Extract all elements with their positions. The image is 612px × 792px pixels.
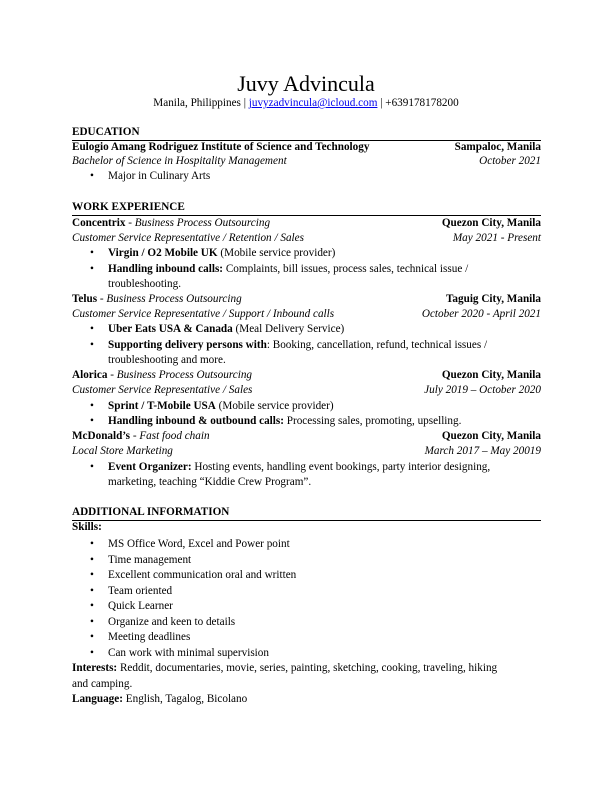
interests-line (72, 661, 542, 677)
bullet-icon: • (90, 263, 94, 275)
skill-item: MS Office Word, Excel and Power point (108, 538, 290, 550)
industry: Fast food chain (139, 430, 210, 442)
dash: - (130, 430, 140, 442)
company: McDonald’s (72, 430, 131, 442)
bullet-icon: • (90, 339, 94, 351)
bullet-icon: • (90, 554, 94, 566)
job-date: October 2020 - April 2021 (421, 308, 541, 320)
job-bullet (108, 414, 538, 430)
candidate-name: Juvy Advincula (237, 71, 375, 96)
section-additional-title: ADDITIONAL INFORMATION (72, 505, 541, 521)
job-header-row (72, 216, 541, 232)
job-bullet (108, 460, 538, 476)
skill-item: Organize and keen to details (108, 616, 236, 628)
job-header-row (72, 368, 541, 384)
bullet-icon: • (90, 585, 94, 597)
bullet-icon: • (90, 631, 94, 643)
bullet-icon: • (90, 569, 94, 581)
dash: - (107, 369, 117, 381)
education-bullet: Major in Culinary Arts (108, 170, 211, 182)
bullet-text: (Mobile service provider) (217, 247, 336, 259)
job-header-row (72, 292, 541, 308)
job-role: Customer Service Representative / Support / Inbound calls (72, 308, 335, 320)
bullet-text: Processing sales, promoting, upselling. (283, 415, 462, 427)
dash: - (97, 293, 107, 305)
job-role-row (72, 231, 541, 247)
skill-item: Excellent communication oral and written (108, 569, 297, 581)
location: Manila, Philippines | (153, 97, 249, 109)
bullet-text: (Meal Delivery Service) (232, 323, 345, 335)
industry: Business Process Outsourcing (134, 217, 271, 229)
bullet-text: Complaints, bill issues, process sales, technical issue / (223, 263, 469, 275)
job-location: Quezon City, Manila (441, 217, 541, 229)
job-bullet-continued: troubleshooting and more. (108, 354, 226, 366)
school-location: Sampaloc, Manila (454, 141, 541, 153)
job-header-row (72, 429, 541, 445)
bullet-icon: • (90, 538, 94, 550)
bullet-icon: • (90, 247, 94, 259)
company: Telus (72, 293, 98, 305)
job-bullet (108, 262, 538, 278)
bullet-icon: • (90, 415, 94, 427)
bullet-bold: Event Organizer: (108, 461, 192, 473)
language-line (72, 692, 542, 708)
skill-item: Meeting deadlines (108, 631, 191, 643)
degree-date: October 2021 (479, 155, 541, 167)
job-role: Customer Service Representative / Retention / Sales (72, 232, 304, 244)
bullet-text: (Mobile service provider) (215, 400, 334, 412)
bullet-bold: Sprint / T-Mobile USA (108, 400, 216, 412)
job-location: Quezon City, Manila (441, 430, 541, 442)
job-role-row (72, 307, 541, 323)
degree: Bachelor of Science in Hospitality Management (72, 155, 287, 167)
bullet-icon: • (90, 600, 94, 612)
email-link[interactable]: juvyzadvincula@icloud.com (248, 97, 378, 109)
bullet-bold: Virgin / O2 Mobile UK (108, 247, 218, 259)
job-role-row (72, 383, 541, 399)
language-text: English, Tagalog, Bicolano (122, 693, 248, 705)
interests-continued: and camping. (72, 678, 133, 690)
job-bullet (108, 399, 538, 415)
job-date: March 2017 – May 20019 (424, 445, 541, 457)
section-work-title: WORK EXPERIENCE (72, 200, 541, 216)
job-date: May 2021 - Present (452, 232, 541, 244)
job-date: July 2019 – October 2020 (424, 384, 541, 396)
bullet-bold: Handling inbound calls: (108, 263, 224, 275)
job-bullet (108, 246, 538, 262)
interests-label: Interests: (72, 662, 118, 674)
interests-text: Reddit, documentaries, movie, series, painting, sketching, cooking, traveling, hiking (117, 662, 498, 674)
phone: | +639178178200 (377, 97, 459, 109)
contact-line (0, 96, 612, 112)
bullet-icon: • (90, 461, 94, 473)
company: Concentrix (72, 217, 126, 229)
job-location: Quezon City, Manila (441, 369, 541, 381)
skills-label: Skills: (72, 521, 102, 533)
bullet-bold: Uber Eats USA & Canada (108, 323, 233, 335)
job-role: Local Store Marketing (72, 445, 173, 457)
bullet-icon: • (90, 323, 94, 335)
skill-item: Can work with minimal supervision (108, 647, 269, 659)
bullet-icon: • (90, 616, 94, 628)
skill-item: Time management (108, 554, 192, 566)
job-bullet (108, 322, 538, 338)
bullet-bold: Supporting delivery persons with (108, 339, 267, 351)
job-location: Taguig City, Manila (445, 293, 541, 305)
job-bullet (108, 338, 538, 354)
job-bullet-continued: troubleshooting. (108, 278, 182, 290)
bullet-text: Hosting events, handling event bookings, party interior designing, (191, 461, 491, 473)
bullet-bold: Handling inbound & outbound calls: (108, 415, 284, 427)
industry: Business Process Outsourcing (116, 369, 253, 381)
job-bullet-continued: marketing, teaching “Kiddie Crew Program”. (108, 476, 312, 488)
bullet-icon: • (90, 647, 94, 659)
section-education-title: EDUCATION (72, 125, 541, 141)
school-name: Eulogio Amang Rodriguez Institute of Science and Technology (72, 141, 370, 153)
bullet-icon: • (90, 400, 94, 412)
education-degree-row (72, 154, 541, 170)
company: Alorica (72, 369, 108, 381)
dash: - (125, 217, 135, 229)
bullet-icon: • (90, 170, 94, 182)
job-role: Customer Service Representative / Sales (72, 384, 253, 396)
language-label: Language: (72, 693, 123, 705)
skill-item: Team oriented (108, 585, 173, 597)
job-role-row (72, 444, 541, 460)
skill-item: Quick Learner (108, 600, 173, 612)
industry: Business Process Outsourcing (106, 293, 242, 305)
bullet-text: : Booking, cancellation, refund, technical issues / (266, 339, 488, 351)
